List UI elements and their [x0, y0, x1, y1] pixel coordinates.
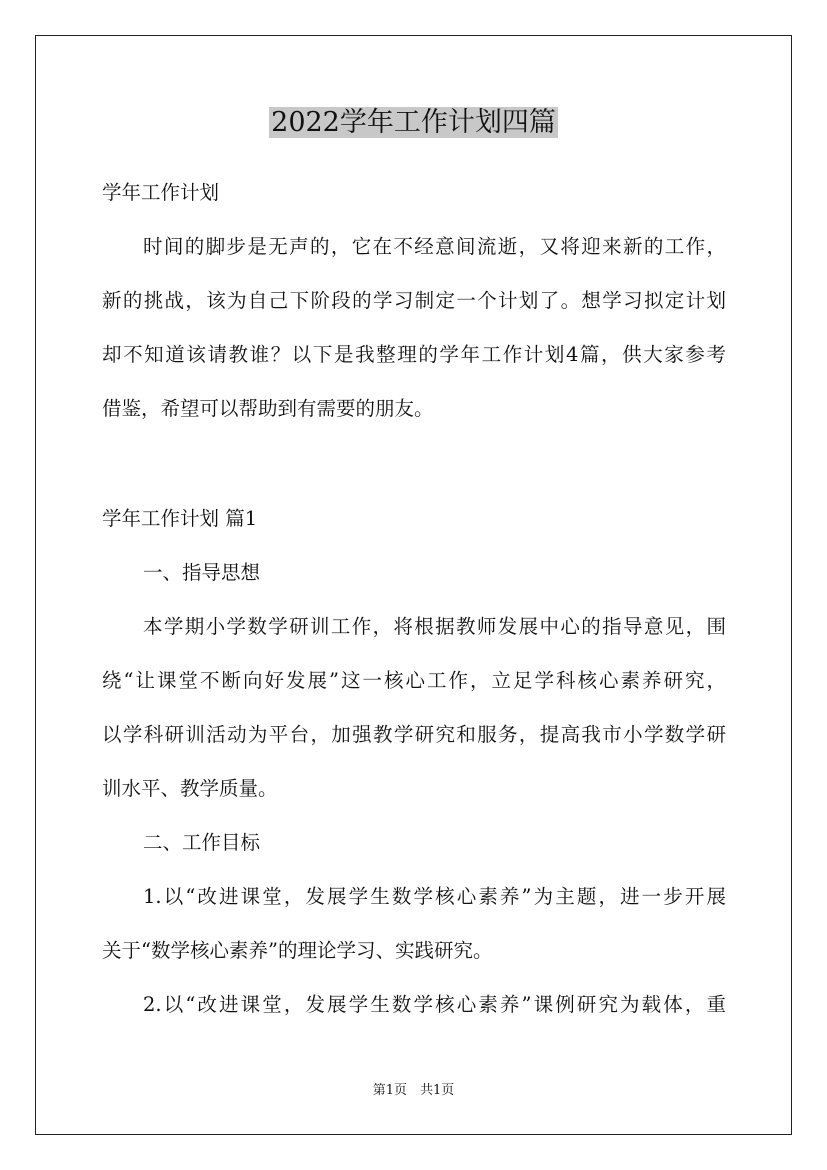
part1-line-2: 绕“让课堂不断向好发展”这一核心工作，立足学科核心素养研究， — [102, 669, 726, 692]
part1-heading: 一、指导思想 — [143, 561, 261, 584]
part2-heading: 二、工作目标 — [143, 831, 261, 854]
section-heading: 学年工作计划 篇1 — [102, 507, 258, 530]
document-title: 2022学年工作计划四篇 — [271, 107, 556, 138]
intro-line-4: 借鉴，希望可以帮助到有需要的朋友。 — [102, 397, 434, 420]
page-footer: 第1页 共1页 — [372, 1083, 455, 1098]
subtitle: 学年工作计划 — [102, 181, 220, 204]
intro-line-2: 新的挑战，该为自己下阶段的学习制定一个计划了。想学习拟定计划 — [102, 289, 726, 312]
part1-line-1: 本学期小学数学研训工作，将根据教师发展中心的指导意见，围 — [143, 615, 726, 638]
goal2-line-1: 2.以“改进课堂，发展学生数学核心素养”课例研究为载体，重 — [143, 993, 726, 1016]
part1-line-4: 训水平、教学质量。 — [102, 777, 278, 800]
intro-line-1: 时间的脚步是无声的，它在不经意间流逝，又将迎来新的工作， — [143, 235, 726, 258]
goal1-line-1: 1.以“改进课堂，发展学生数学核心素养”为主题，进一步开展 — [143, 885, 726, 908]
intro-line-3: 却不知道该请教谁？以下是我整理的学年工作计划4篇，供大家参考 — [102, 343, 726, 366]
part1-line-3: 以学科研训活动为平台，加强教学研究和服务，提高我市小学数学研 — [102, 723, 726, 746]
goal1-line-2: 关于“数学核心素养”的理论学习、实践研究。 — [102, 939, 493, 962]
